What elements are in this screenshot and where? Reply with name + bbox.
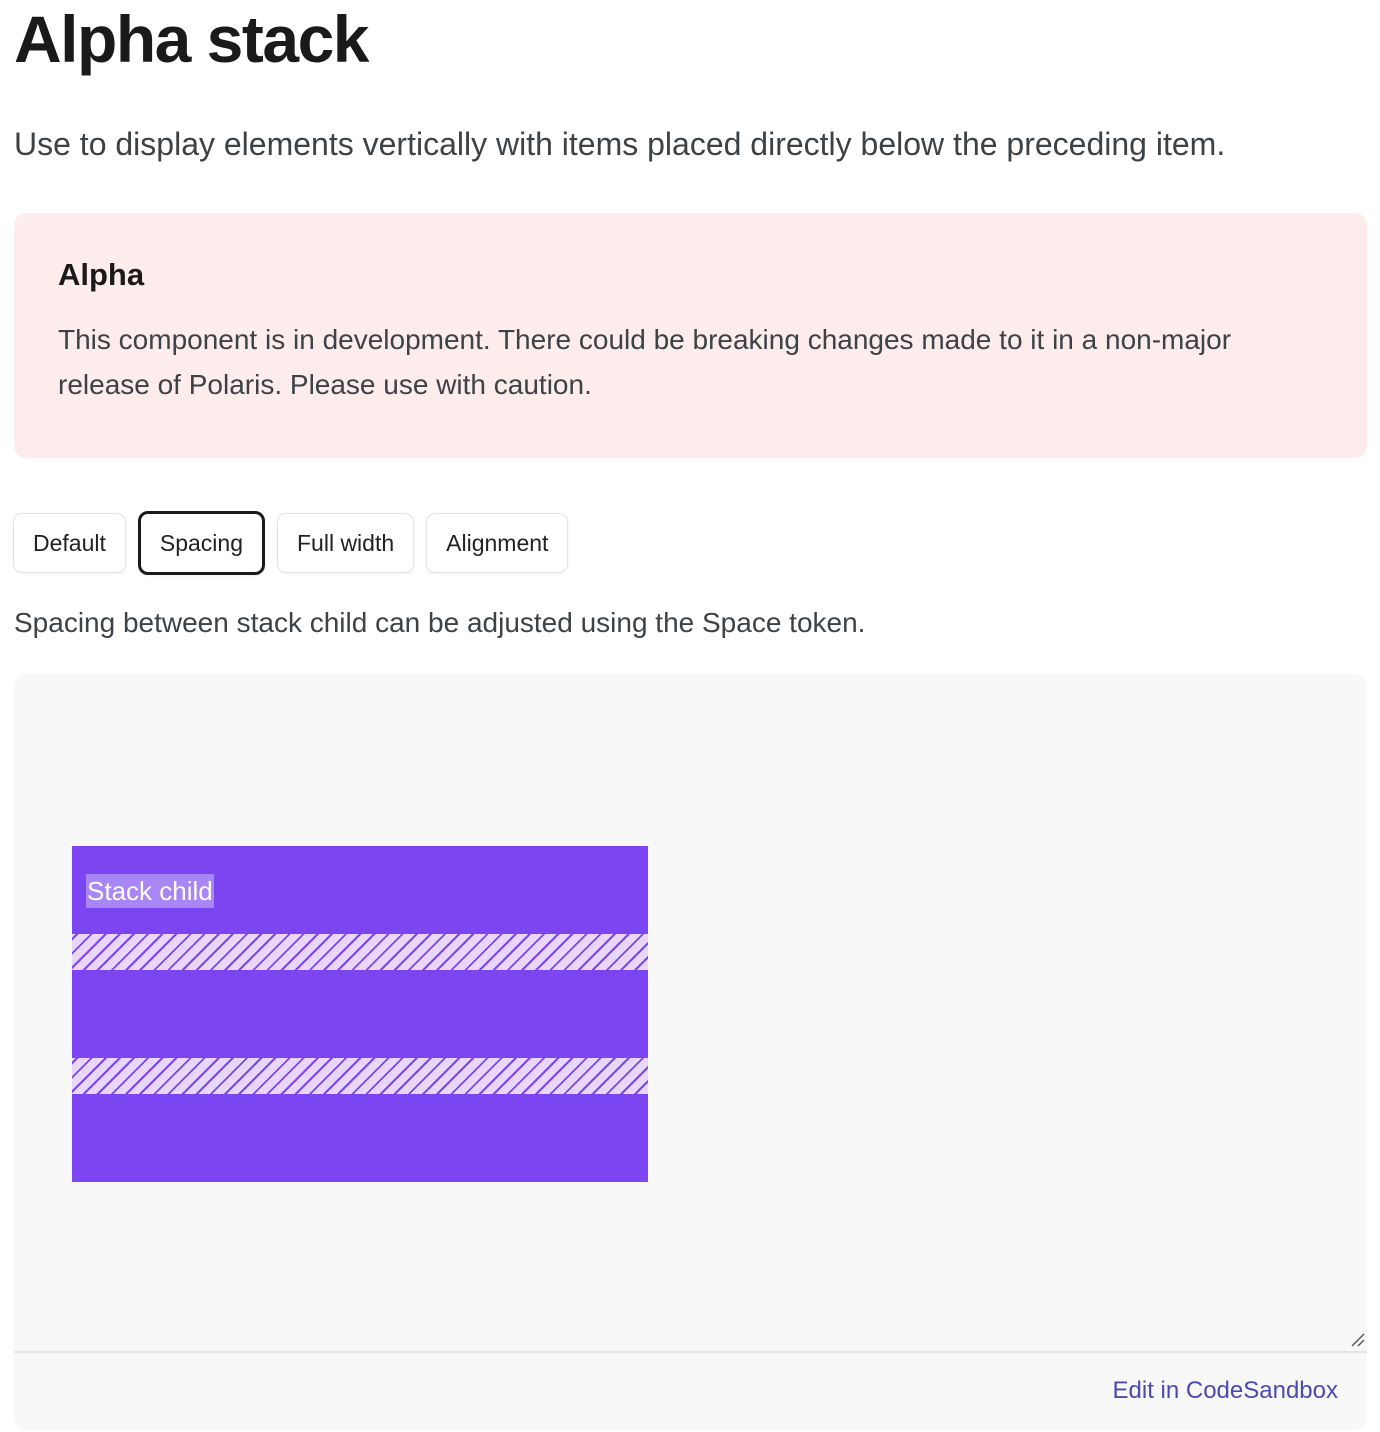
example-description: Spacing between stack child can be adjusted using the Space token. [14, 607, 866, 638]
tab-alignment[interactable]: Alignment [426, 513, 568, 573]
tab-full-width[interactable]: Full width [277, 513, 414, 573]
stack-spacing-gap [72, 934, 648, 970]
stack-spacing-gap [72, 1058, 648, 1094]
tab-default[interactable]: Default [13, 513, 126, 573]
stack-child [72, 970, 648, 1058]
banner-title: Alpha [58, 257, 145, 292]
page-title: Alpha stack [14, 2, 368, 76]
stack-child [72, 846, 648, 934]
edit-in-codesandbox-link[interactable]: Edit in CodeSandbox [1112, 1377, 1338, 1404]
example-preview-frame [14, 674, 1367, 1430]
stack-child [72, 1094, 648, 1182]
resize-grip-icon[interactable] [1350, 1332, 1366, 1348]
page-description: Use to display elements vertically with items placed directly below the preceding item. [14, 126, 1226, 162]
alpha-status-banner [14, 213, 1367, 458]
preview-area [14, 674, 1367, 1351]
stack-child-label: Stack child [87, 876, 213, 906]
example-tabs [13, 513, 568, 575]
tab-spacing[interactable]: Spacing [138, 511, 265, 575]
alpha-stack-preview [72, 846, 648, 1182]
frame-divider [14, 1351, 1367, 1353]
banner-body: This component is in development. There could be breaking changes made to it in a non-major release of Polaris. Please use with caution. [58, 324, 1232, 400]
